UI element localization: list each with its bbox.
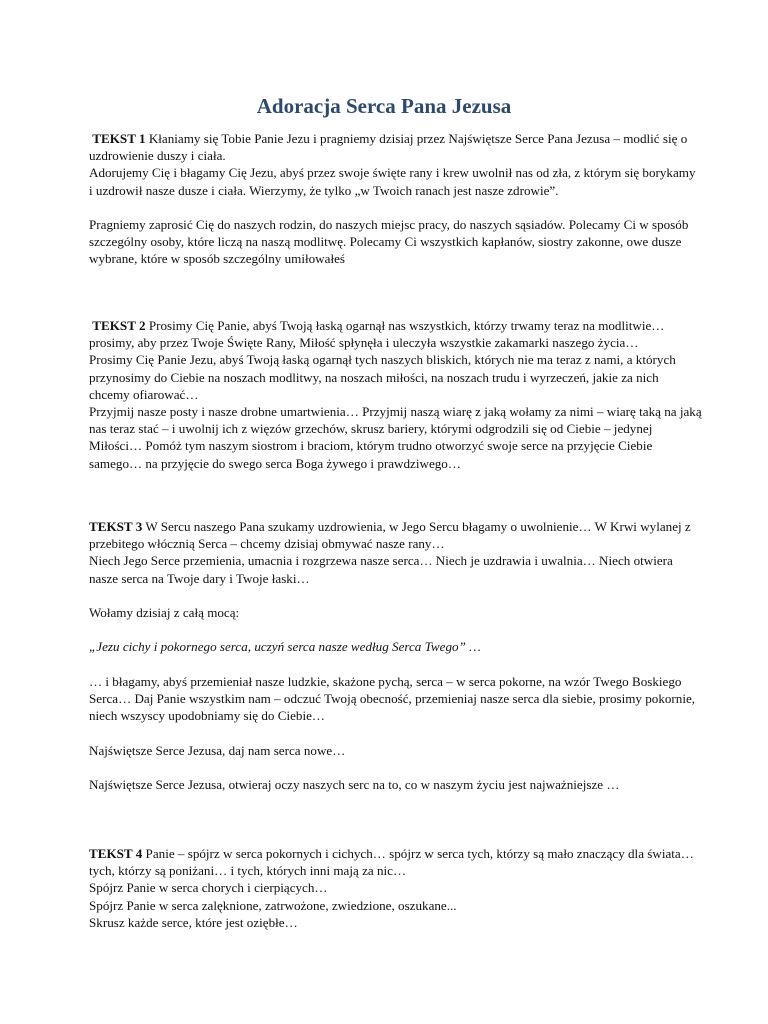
- text-line: niech wszyscy upodobniamy się do Ciebie…: [89, 708, 326, 724]
- text-line: szczególny osoby, które liczą na naszą modlitwę. Polecamy Ci wszystkich kapłanów, siostry zakonne, owe dusze: [89, 234, 682, 250]
- text-line: Serca… Daj Panie wszystkim nam – odczuć Twoją obecność, przemieniaj nasze serca dla siebie, prosimy pokornie,: [89, 691, 696, 707]
- text-line: Najświętsze Serce Jezusa, otwieraj oczy naszych serc na to, co w naszym życiu jest najważniejsze …: [89, 777, 620, 793]
- blank-line: [89, 656, 689, 673]
- section-label: TEKST 3: [89, 519, 143, 534]
- line-text: Kłaniamy się Tobie Panie Jezu i pragniemy dzisiaj przez Najświętsze Serce Pana Jezusa – modlić się o: [148, 131, 688, 146]
- text-line: Spójrz Panie w serca zalęknione, zatrwożone, zwiedzione, oszukane...: [89, 897, 457, 913]
- text-line: Spójrz Panie w serca chorych i cierpiących…: [89, 880, 328, 896]
- text-line: samego… na przyjęcie do swego serca Boga żywego i prawdziwego…: [89, 455, 461, 471]
- text-line: wybrane, które w sposób szczególny umiłowałeś: [89, 251, 345, 267]
- text-line: chcemy ofiarować…: [89, 386, 199, 402]
- section-label: TEKST 4: [89, 846, 143, 861]
- text-line: uzdrowienie duszy i ciała.: [89, 148, 226, 164]
- section-tekst-2: [89, 317, 702, 472]
- section-label: TEKST 1: [92, 131, 146, 146]
- text-line: Niech Jego Serce przemienia, umacnia i rozgrzewa nasze serca… Niech je uzdrawia i uwalnia… Niech otwiera: [89, 553, 673, 569]
- line-text: Panie – spójrz w serca pokornych i cichych… spójrz w serca tych, którzy są mało znaczący dla świata…: [145, 846, 694, 861]
- section-label: TEKST 2: [92, 318, 146, 333]
- blank-line: [89, 621, 689, 638]
- text-line: [89, 845, 694, 862]
- blank-line: [89, 199, 689, 216]
- blank-line: [89, 587, 689, 604]
- italic-prayer-line: „Jezu cichy i pokornego serca, uczyń serca nasze według Serca Twego” …: [89, 639, 481, 655]
- line-text: Prosimy Cię Panie, abyś Twoją łaską ogarnął nas wszystkich, którzy trwamy teraz na modlitwie…: [148, 318, 665, 333]
- text-line: Wołamy dzisiaj z całą mocą:: [89, 605, 240, 621]
- text-line: Adorujemy Cię i błagamy Cię Jezu, abyś przez swoje święte rany i krew uwolnił nas od zła, z którym się borykamy: [89, 165, 696, 181]
- text-line: tych, którzy są poniżani… i tych, których inni mają za nic…: [89, 863, 407, 879]
- text-line: nasze serca na Twoje dary i Twoje łaski…: [89, 570, 310, 586]
- text-line: [89, 317, 689, 334]
- text-line: Skrusz każde serce, które jest oziębłe…: [89, 914, 298, 930]
- section-tekst-1: [89, 130, 696, 268]
- document-title: Adoracja Serca Pana Jezusa: [256, 94, 512, 118]
- text-line: Miłości… Pomóż tym naszym siostrom i braciom, którym trudno otworzyć swoje serce na przyjęcie Ciebie: [89, 438, 653, 454]
- text-line: prosimy, aby przez Twoje Święte Rany, Miłość spłynęła i uleczyła wszystkie zakamarki naszego życia…: [89, 335, 639, 351]
- text-line: i uzdrowił nasze dusze i ciała. Wierzymy, że tylko „w Twoich ranach jest nasze zdrowie”.: [89, 182, 559, 198]
- blank-line: [89, 759, 689, 776]
- text-line: [89, 130, 689, 147]
- text-line: Pragniemy zaprosić Cię do naszych rodzin, do naszych miejsc pracy, do naszych sąsiadów. Polecamy Ci w sposób: [89, 217, 689, 233]
- section-tekst-3: [89, 518, 696, 793]
- text-line: nas teraz stać – i uwolnij ich z więzów grzechów, skrusz bariery, którymi odgrodzili się od Ciebie – jedynej: [89, 421, 653, 437]
- line-text: W Sercu naszego Pana szukamy uzdrowienia, w Jego Sercu błagamy o uwolnienie… W Krwi wylanej z: [145, 519, 691, 534]
- blank-line: [89, 724, 689, 741]
- text-line: … i błagamy, abyś przemieniał nasze ludzkie, skażone pychą, serca – w serca pokorne, na wzór Twego Boskiego: [89, 673, 682, 689]
- text-line: przynosimy do Ciebie na noszach modlitwy, na noszach miłości, na noszach trudu i wyrzeczeń, jakie za nich: [89, 369, 659, 385]
- text-line: Przyjmij nasze posty i nasze drobne umartwienia… Przyjmij naszą wiarę z jaką wołamy za nimi – wiarę taką na jaką: [89, 404, 702, 420]
- text-line: [89, 518, 689, 535]
- section-tekst-4: [89, 845, 694, 931]
- text-line: Prosimy Cię Panie Jezu, abyś Twoją łaską ogarnął tych naszych bliskich, których nie ma teraz z nami, a których: [89, 352, 676, 368]
- text-line: przebitego włócznią Serca – chcemy dzisiaj obmywać nasze rany…: [89, 536, 445, 552]
- text-line: Najświętsze Serce Jezusa, daj nam serca nowe…: [89, 742, 346, 758]
